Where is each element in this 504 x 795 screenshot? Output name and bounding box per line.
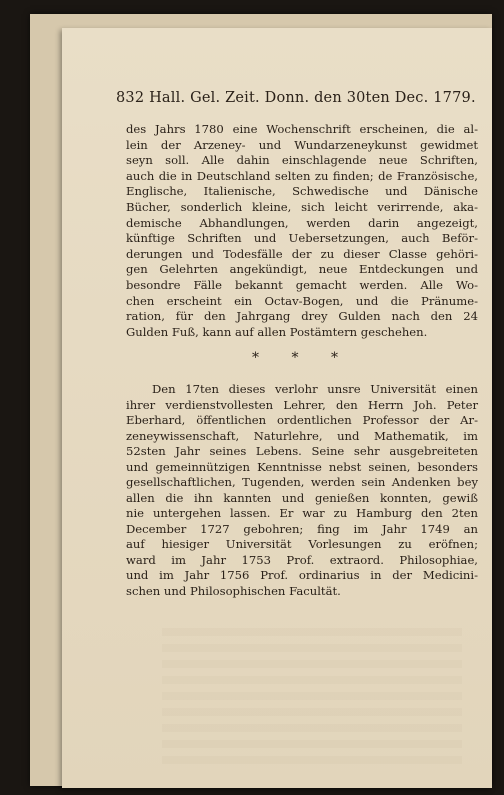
text-line: allen die ihn kannten und genießen konnten, gewiß	[126, 490, 478, 505]
section-separator: * * *	[252, 350, 352, 366]
text-line: chen erscheint ein Octav-Bogen, und die Pränume-	[126, 293, 478, 308]
text-line: Eberhard, öffentlichen ordentlichen Professor der Ar-	[126, 413, 478, 427]
text-line: schen und Philosophischen Facultät.	[126, 583, 341, 598]
text-line: demische Abhandlungen, werden darin angezeigt,	[126, 215, 478, 230]
article-obituary	[126, 382, 478, 599]
text-line: auch die in Deutschland selten zu finden; de Französische,	[126, 168, 478, 183]
text-line: besondre Fälle bekannt gemacht werden. Alle Wo-	[126, 277, 478, 292]
text-line: ward im Jahr 1753 Prof. extraord. Philosophiae,	[126, 552, 478, 567]
text-line: künftige Schriften und Uebersetzungen, auch Beför-	[126, 231, 478, 246]
text-line: gesellschaftlichen, Tugenden, werden sein Andenken bey	[126, 475, 478, 489]
text-line: nie untergehen lassen. Er war zu Hamburg den 2ten	[126, 506, 478, 520]
article-journal-announcement	[126, 122, 478, 340]
text-line: zeneywissenschaft, Naturlehre, und Mathematik, im	[126, 428, 478, 443]
page-header: 832 Hall. Gel. Zeit. Donn. den 30ten Dec. 1779.	[116, 90, 476, 106]
text-line: 52sten Jahr seines Lebens. Seine sehr ausgebreiteten	[126, 444, 478, 458]
text-line: auf hiesiger Universität Vorlesungen zu eröfnen;	[126, 537, 478, 551]
text-line: Englische, Italienische, Schwedische und Dänische	[126, 184, 478, 199]
text-line: December 1727 gebohren; fing im Jahr 1749 an	[126, 521, 478, 536]
text-line: ration, für den Jahrgang drey Gulden nach den 24	[126, 309, 478, 324]
text-line: Bücher, sonderlich kleine, sich leicht verirrende, aka-	[126, 199, 478, 214]
show-through-texture	[162, 628, 462, 768]
text-line: ihrer verdienstvollesten Lehrer, den Herrn Joh. Peter	[126, 397, 478, 412]
text-line: lein der Arzeney- und Wundarzeneykunst gewidmet	[126, 137, 478, 152]
text-line: seyn soll. Alle dahin einschlagende neue Schriften,	[126, 153, 478, 168]
text-line: gen Gelehrten angekündigt, neue Entdeckungen und	[126, 262, 478, 277]
text-line: derungen und Todesfälle der zu dieser Classe gehöri-	[126, 246, 478, 261]
text-line: und im Jahr 1756 Prof. ordinarius in der Medicini-	[126, 568, 478, 582]
text-line: Gulden Fuß, kann auf allen Postämtern geschehen.	[126, 324, 428, 339]
text-line: und gemeinnützigen Kenntnisse nebst seinen, besonders	[126, 459, 478, 474]
text-line: des Jahrs 1780 eine Wochenschrift erscheinen, die al-	[126, 122, 478, 136]
text-line: Den 17ten dieses verlohr unsre Universität einen	[152, 382, 478, 396]
newspaper-page	[62, 28, 492, 788]
